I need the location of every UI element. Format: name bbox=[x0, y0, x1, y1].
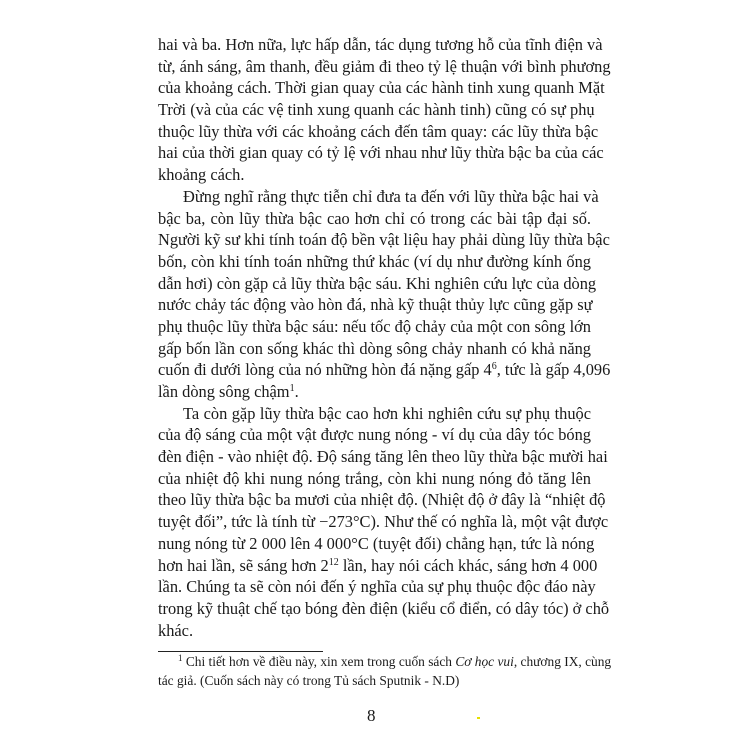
text-line: phụ thuộc lũy thừa bậc sáu: nếu tốc độ chảy của một con sông lớn bbox=[158, 316, 591, 336]
scan-speck bbox=[477, 717, 480, 719]
text-line: bốn, còn khi tính toán những thứ khác (ví dụ như đường kính ống bbox=[158, 251, 591, 271]
text-line: nung nóng từ 2 000 lên 4 000°C (tuyệt đối) chẳng hạn, tức là nóng bbox=[158, 533, 595, 553]
footnote-line bbox=[158, 652, 612, 671]
text: , chương IX, cùng bbox=[513, 654, 612, 669]
text-line: nước chảy tác động vào hòn đá, nhà kỹ thuật thủy lực cũng gặp sự bbox=[158, 295, 593, 315]
text-line: của độ sáng của một vật được nung nóng - ví dụ của dây tóc bóng bbox=[158, 425, 591, 445]
text: . bbox=[294, 382, 299, 401]
text: cuốn đi dưới lòng của nó những hòn đá nặng gấp 4 bbox=[158, 360, 492, 380]
page-body bbox=[158, 34, 611, 641]
text-line: lần. Chúng ta sẽ còn nói đến ý nghĩa của sự phụ thuộc độc đáo này bbox=[158, 577, 596, 597]
text-line: trong kỹ thuật chế tạo bóng đèn điện (kiểu cổ điển, có dây tóc) ở chỗ bbox=[158, 598, 610, 618]
text-line: theo lũy thừa bậc ba mươi của nhiệt độ. (Nhiệt độ ở đây là “nhiệt độ bbox=[158, 490, 606, 510]
text-line: gấp bốn lần con sống khác thì dòng sông chảy nhanh có khả năng bbox=[158, 338, 591, 358]
text-line: tuyệt đối”, tức là tính từ −273°C). Như thế có nghĩa là, một vật được bbox=[158, 512, 609, 532]
text: lần, hay nói cách khác, sáng hơn 4 000 bbox=[338, 555, 598, 575]
text-line bbox=[158, 555, 598, 577]
text-line: hai của thời gian quay có tỷ lệ với nhau như lũy thừa bậc ba của các bbox=[158, 143, 604, 163]
text-line: khoảng cách. bbox=[158, 165, 245, 185]
footnote-number: 1 bbox=[178, 653, 183, 663]
exponent: 6 bbox=[491, 361, 497, 373]
text-line: đèn điện - vào nhiệt độ. Độ sáng tăng lên theo lũy thừa bậc mười hai bbox=[158, 447, 608, 467]
text-line: từ, ánh sáng, âm thanh, đều giảm đi theo tỷ lệ thuận với bình phương bbox=[158, 56, 611, 76]
text: , tức là gấp 4,096 bbox=[496, 360, 611, 380]
text-line bbox=[158, 381, 591, 403]
page-number: 8 bbox=[367, 706, 376, 725]
text: lần dòng sông chậm bbox=[158, 382, 290, 401]
text: Chi tiết hơn về điều này, xin xem trong cuốn sách bbox=[182, 654, 456, 669]
text-line: khác. bbox=[158, 620, 194, 640]
text-line: của khoảng cách. Thời gian quay của các hành tinh xung quanh Mặt bbox=[158, 78, 605, 98]
text-line: bậc ba, còn lũy thừa bậc cao hơn chỉ có trong các bài tập đại số. bbox=[158, 208, 591, 228]
exponent: 12 bbox=[328, 556, 339, 568]
paragraph-start: Ta còn gặp lũy thừa bậc cao hơn khi nghiên cứu sự phụ thuộc bbox=[183, 403, 591, 423]
footnote-line: tác giả. (Cuốn sách này có trong Tủ sách Sputnik - N.D) bbox=[158, 673, 460, 688]
text-line: thuộc lũy thừa với các khoảng cách đến tâm quay: các lũy thừa bậc bbox=[158, 121, 599, 141]
text-line: Trời (và của các vệ tinh xung quanh các hành tinh) cũng có sự phụ bbox=[158, 100, 595, 120]
text-line: dẫn hơi) còn gặp cả lũy thừa bậc sáu. Khi nghiên cứu lực của dòng bbox=[158, 273, 597, 293]
footnote-ref[interactable]: 1 bbox=[289, 383, 295, 394]
book-title: Cơ học vui bbox=[455, 654, 514, 669]
text-line: hai và ba. Hơn nữa, lực hấp dẫn, tác dụng tương hỗ của tĩnh điện và bbox=[158, 35, 603, 54]
text-line bbox=[158, 359, 611, 381]
text: hơn hai lần, sẽ sáng hơn 2 bbox=[158, 555, 329, 575]
paragraph-start: Đừng nghĩ rằng thực tiễn chỉ đưa ta đến với lũy thừa bậc hai và bbox=[183, 186, 599, 206]
text-line: của nhiệt độ khi nung nóng trắng, còn khi nung nóng đỏ tăng lên bbox=[158, 468, 591, 488]
footnote bbox=[158, 652, 612, 690]
text-line: Người kỹ sư khi tính toán độ bền vật liệu hay phải dùng lũy thừa bậc bbox=[158, 230, 610, 250]
